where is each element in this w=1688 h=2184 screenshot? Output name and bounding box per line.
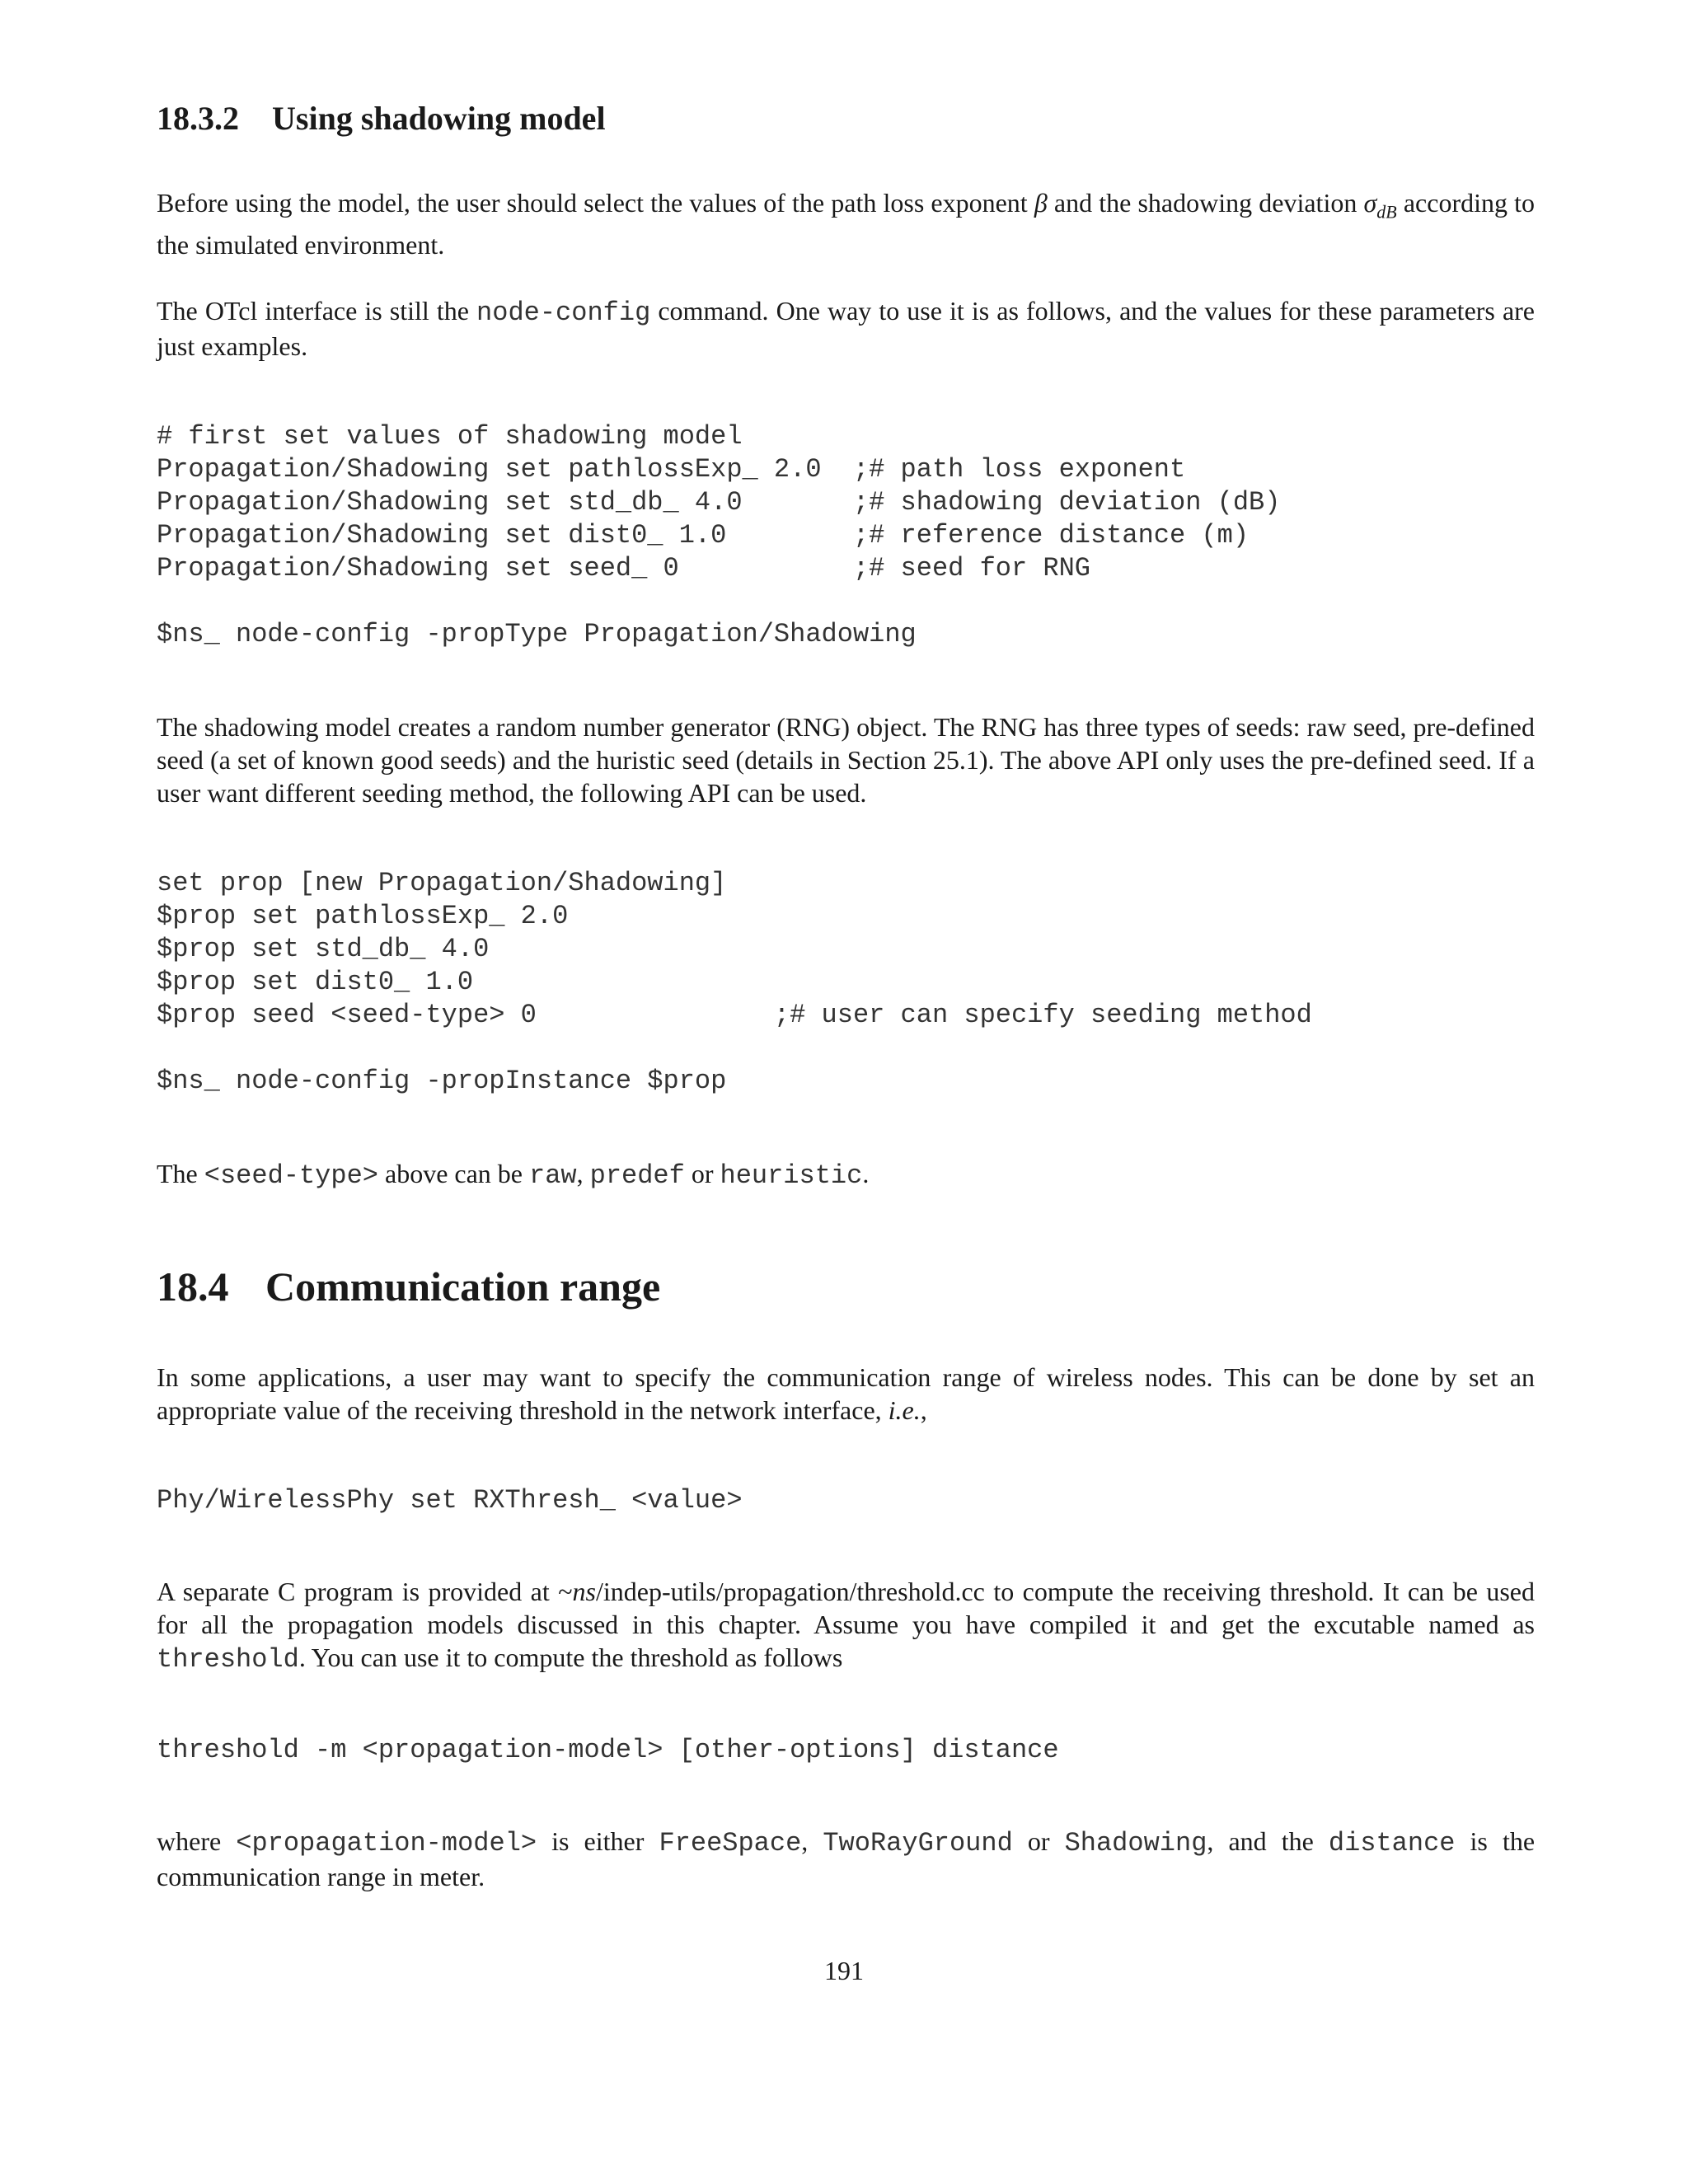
sigma-subscript: dB [1376, 201, 1397, 223]
text-span: In some applications, a user may want to specify the communication range of wireless nodes. This can be done by set an appropriate value of the receiving threshold in the network interface, [157, 1362, 1535, 1426]
inline-code: node-config [476, 298, 651, 329]
code-line: Propagation/Shadowing set seed_ 0 ;# seed for RNG [157, 553, 1090, 584]
code-block-prop-instance [157, 867, 1535, 1098]
text-span: . [862, 1159, 870, 1189]
sigma-symbol [1363, 188, 1397, 223]
inline-code: <propagation-model> [236, 1828, 537, 1859]
code-line: # first set values of shadowing model [157, 421, 743, 452]
text-span: . You can use it to compute the threshold as follows [298, 1643, 843, 1673]
subsection-title: Using shadowing model [272, 100, 606, 137]
text-span: or [1012, 1826, 1065, 1857]
text-span: /indep-utils/propagation/threshold.cc to compute the receiving threshold. It can be used for all the propagation models discussed in this chapter. Assume you have compiled it and get the excutable named as [157, 1577, 1536, 1640]
text-span: The OTcl interface is still the [157, 296, 477, 326]
inline-code: predef [589, 1160, 685, 1192]
code-block-shadowing-config [157, 420, 1535, 651]
text-span: The [157, 1159, 204, 1189]
sigma-base: σ [1363, 188, 1377, 218]
section-number: 18.4 [157, 1263, 229, 1310]
text-span: or [684, 1159, 720, 1189]
text-span: , [576, 1159, 590, 1189]
section-title: Communication range [265, 1263, 661, 1310]
text-span: , [801, 1826, 823, 1857]
inline-code: raw [529, 1160, 577, 1192]
inline-code: TwoRayGround [823, 1828, 1013, 1859]
paragraph-otcl-interface [157, 294, 1535, 363]
paragraph-communication-range [157, 1361, 1535, 1427]
text-span: where [157, 1826, 237, 1857]
code-line: Propagation/Shadowing set pathlossExp_ 2.0 ;# path loss exponent [157, 454, 1186, 485]
document-page [157, 99, 1535, 1926]
code-line: $prop set std_db_ 4.0 [157, 934, 490, 965]
code-line: $prop set pathlossExp_ 2.0 [157, 901, 569, 932]
code-block-threshold-command [157, 1734, 1535, 1767]
ie-abbrev: i.e. [888, 1395, 921, 1426]
code-line: threshold -m <propagation-model> [other-options] distance [157, 1735, 1059, 1766]
paragraph-propagation-model [157, 1825, 1535, 1893]
text-span: , [920, 1395, 927, 1426]
code-line: $prop seed <seed-type> 0 ;# user can specify seeding method [157, 1000, 1312, 1031]
code-line: Propagation/Shadowing set std_db_ 4.0 ;# shadowing deviation (dB) [157, 487, 1281, 518]
code-line: $prop set dist0_ 1.0 [157, 967, 474, 998]
text-span: A separate C program is provided at ~ [157, 1577, 573, 1607]
inline-code: <seed-type> [204, 1160, 378, 1192]
page-number: 191 [824, 1956, 864, 1985]
paragraph-shadowing-params [157, 186, 1535, 261]
ns-path: ns [572, 1577, 596, 1607]
code-blank-line [157, 585, 1535, 618]
subsection-number: 18.3.2 [157, 100, 239, 137]
inline-code: distance [1328, 1828, 1456, 1859]
text-span: Before using the model, the user should select the values of the path loss exponent [157, 188, 1034, 218]
inline-code: heuristic [720, 1160, 863, 1192]
code-line: set prop [new Propagation/Shadowing] [157, 868, 727, 899]
paragraph-rng: The shadowing model creates a random number generator (RNG) object. The RNG has three types of seeds: raw seed, pre-defined seed (a set of known good seeds) and the huristic seed (details in Section 25.1). The above API only uses the pre-defined seed. If a user want different seeding method, the following API can be used. [157, 712, 1535, 808]
text-span: , and the [1207, 1826, 1329, 1857]
text-span: above can be [377, 1159, 529, 1189]
code-blank-line [157, 1032, 1535, 1065]
code-line: $ns_ node-config -propInstance $prop [157, 1066, 727, 1097]
paragraph-threshold-program [157, 1575, 1535, 1676]
text-span: and the shadowing deviation [1047, 188, 1364, 218]
section-heading [157, 1262, 1535, 1311]
code-block-rxthresh [157, 1484, 1535, 1517]
code-line: $ns_ node-config -propType Propagation/Shadowing [157, 619, 917, 650]
inline-code: FreeSpace [659, 1828, 802, 1859]
paragraph-seed-type [157, 1157, 1535, 1193]
code-line: Phy/WirelessPhy set RXThresh_ <value> [157, 1485, 743, 1516]
text-span: command. One way to use it is as follows, and the values for these parameters are just examples. [157, 296, 1536, 362]
text-span: is either [537, 1826, 659, 1857]
text-span: according to the simulated environment. [157, 188, 1536, 260]
subsection-heading [157, 99, 1535, 138]
inline-code: Shadowing [1064, 1828, 1207, 1859]
beta-symbol: β [1034, 188, 1048, 218]
text-span: is the communication range in meter. [157, 1826, 1536, 1892]
code-line: Propagation/Shadowing set dist0_ 1.0 ;# reference distance (m) [157, 520, 1250, 551]
inline-code: threshold [157, 1644, 299, 1675]
